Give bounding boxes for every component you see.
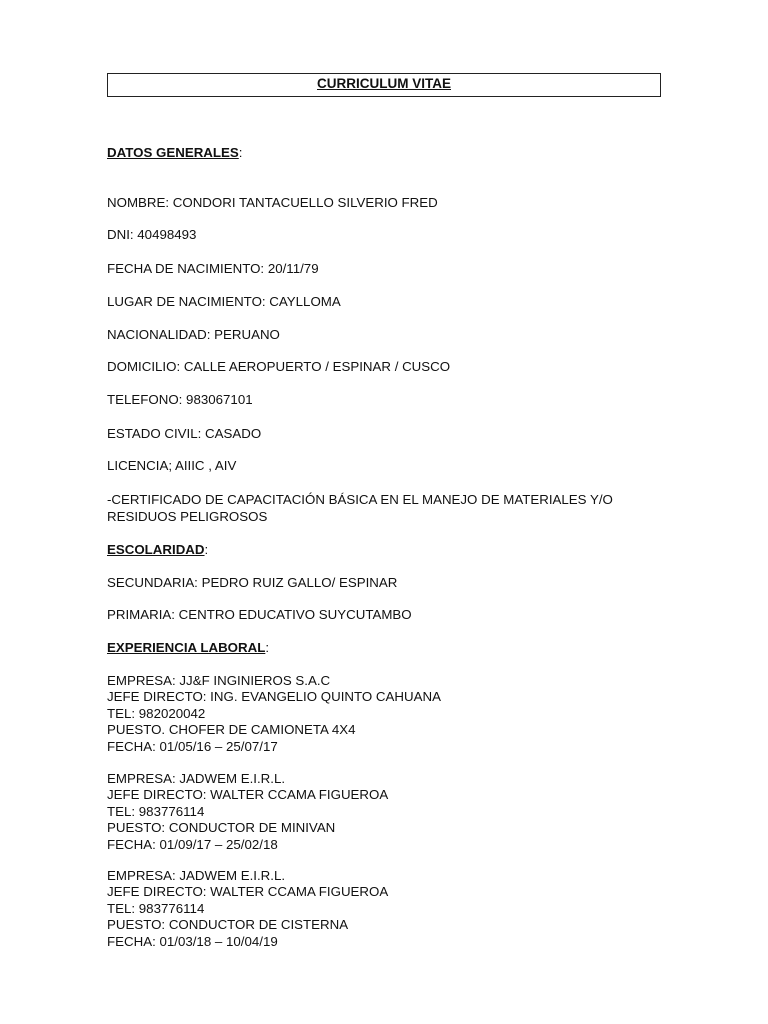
job-tel: TEL: 983776114 — [107, 900, 205, 916]
field-nacionalidad: NACIONALIDAD: PERUANO — [107, 327, 280, 342]
field-licencia: LICENCIA; AIIIC , AIV — [107, 458, 237, 473]
section-heading-datos-generales: DATOS GENERALES — [107, 145, 239, 160]
document-title: CURRICULUM VITAE — [317, 76, 451, 91]
field-telefono: TELEFONO: 983067101 — [107, 392, 253, 407]
field-secundaria: SECUNDARIA: PEDRO RUIZ GALLO/ ESPINAR — [107, 575, 398, 590]
job-fecha: FECHA: 01/05/16 – 25/07/17 — [107, 738, 278, 754]
heading-colon: : — [238, 145, 243, 160]
title-box — [107, 73, 661, 97]
job-entry — [107, 868, 388, 950]
field-dni: DNI: 40498493 — [107, 227, 197, 242]
job-empresa: EMPRESA: JJ&F INGINIEROS S.A.C — [107, 673, 331, 688]
field-primaria: PRIMARIA: CENTRO EDUCATIVO SUYCUTAMBO — [107, 607, 412, 622]
field-nombre: NOMBRE: CONDORI TANTACUELLO SILVERIO FRED — [107, 195, 438, 210]
section-experiencia-laboral — [107, 640, 269, 657]
job-puesto: PUESTO: CONDUCTOR DE MINIVAN — [107, 820, 336, 836]
job-jefe: JEFE DIRECTO: WALTER CCAMA FIGUEROA — [107, 884, 389, 900]
field-estado-civil: ESTADO CIVIL: CASADO — [107, 426, 262, 441]
field-fecha-nacimiento: FECHA DE NACIMIENTO: 20/11/79 — [107, 261, 319, 276]
field-domicilio: DOMICILIO: CALLE AEROPUERTO / ESPINAR / CUSCO — [107, 359, 451, 374]
section-escolaridad — [107, 542, 208, 559]
job-tel: TEL: 983776114 — [107, 803, 205, 819]
job-puesto: PUESTO: CONDUCTOR DE CISTERNA — [107, 917, 349, 933]
field-lugar-nacimiento: LUGAR DE NACIMIENTO: CAYLLOMA — [107, 294, 341, 309]
job-empresa: EMPRESA: JADWEM E.I.R.L. — [107, 868, 286, 883]
section-heading-experiencia: EXPERIENCIA LABORAL — [107, 640, 266, 655]
section-heading-escolaridad: ESCOLARIDAD — [107, 542, 205, 557]
heading-colon: : — [265, 640, 270, 655]
field-certificado: -CERTIFICADO DE CAPACITACIÓN BÁSICA EN EL MANEJO DE MATERIALES Y/O RESIDUOS PELIGROSOS — [107, 492, 613, 524]
job-entry — [107, 771, 388, 853]
job-tel: TEL: 982020042 — [107, 705, 206, 721]
job-jefe: JEFE DIRECTO: ING. EVANGELIO QUINTO CAHUANA — [107, 689, 441, 705]
job-puesto: PUESTO. CHOFER DE CAMIONETA 4X4 — [107, 722, 356, 738]
job-jefe: JEFE DIRECTO: WALTER CCAMA FIGUEROA — [107, 787, 389, 803]
job-fecha: FECHA: 01/03/18 – 10/04/19 — [107, 933, 278, 949]
job-fecha: FECHA: 01/09/17 – 25/02/18 — [107, 836, 278, 852]
section-datos-generales — [107, 145, 242, 162]
job-entry — [107, 673, 441, 755]
job-empresa: EMPRESA: JADWEM E.I.R.L. — [107, 771, 286, 786]
heading-colon: : — [204, 542, 209, 557]
